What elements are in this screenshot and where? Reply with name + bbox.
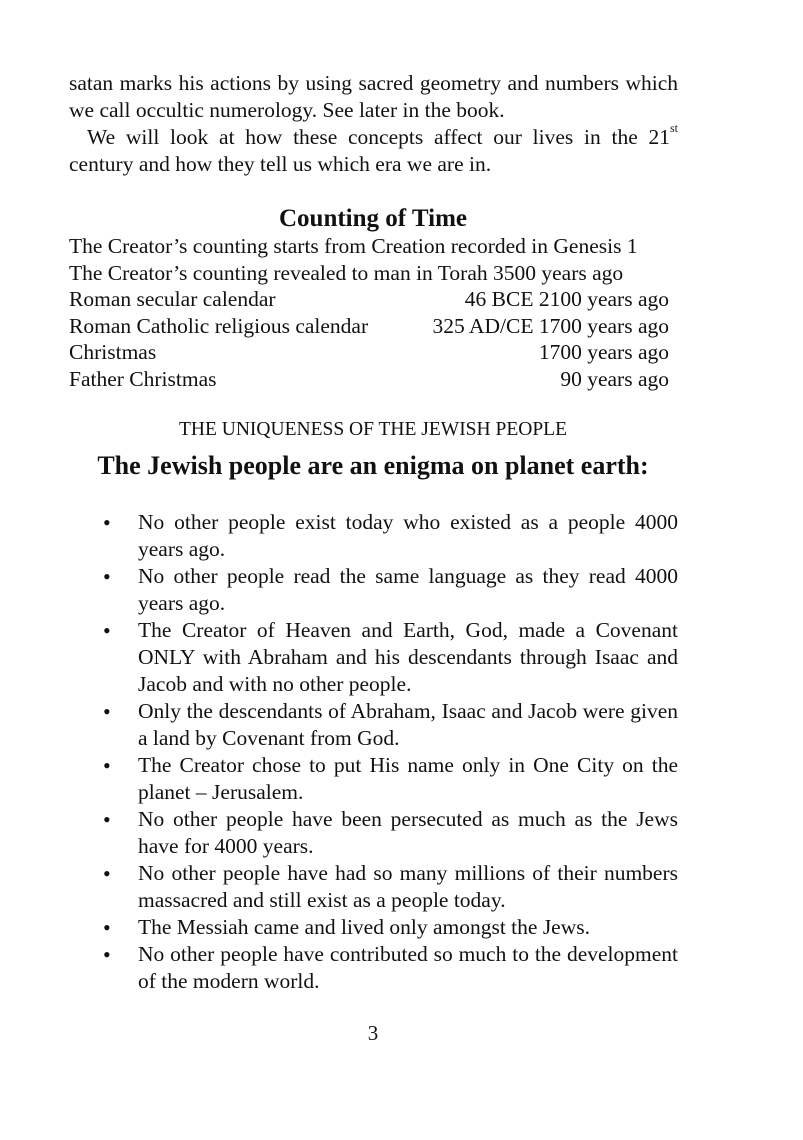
list-item-text: No other people have contributed so much to the development of the modern world.	[138, 942, 678, 993]
list-item	[100, 752, 678, 806]
timeline-label: The Creator’s counting revealed to man in Torah 3500 years ago	[69, 260, 624, 285]
timeline-row	[69, 233, 669, 260]
timeline-value: 1700 years ago	[538, 340, 669, 364]
list-item-text: The Creator of Heaven and Earth, God, made a Covenant ONLY with Abraham and his descendants through Isaac and Jacob and with no other people.	[138, 618, 678, 696]
intro-paragraph-1: satan marks his actions by using sacred geometry and numbers which we call occultic numerology. See later in the book.	[69, 71, 678, 122]
bullet-icon: •	[103, 564, 111, 589]
bullet-icon: •	[103, 861, 111, 886]
timeline-row	[69, 313, 669, 340]
list-item-text: No other people have had so many millions of their numbers massacred and still exist as a people today.	[138, 861, 678, 912]
intro-paragraph-2	[69, 120, 678, 178]
bullet-icon: •	[103, 753, 111, 778]
bullet-icon: •	[103, 807, 111, 832]
list-item	[100, 860, 678, 914]
list-item	[100, 941, 678, 995]
counting-timeline	[69, 233, 669, 392]
timeline-value: 90 years ago	[560, 366, 669, 391]
list-item	[100, 698, 678, 752]
list-item-text: The Creator chose to put His name only in One City on the planet – Jerusalem.	[138, 753, 678, 804]
list-item-text: The Messiah came and lived only amongst the Jews.	[138, 915, 590, 939]
timeline-row	[69, 339, 669, 366]
timeline-value: 325 AD/CE 1700 years ago	[432, 313, 669, 338]
timeline-label: The Creator’s counting starts from Creation recorded in Genesis 1	[69, 234, 638, 258]
uniqueness-list	[100, 509, 678, 995]
timeline-label: Roman Catholic religious calendar	[69, 313, 369, 338]
bullet-icon: •	[103, 618, 111, 643]
timeline-label: Christmas	[69, 340, 157, 364]
page-number: 3	[367, 1021, 379, 1045]
list-item	[100, 563, 678, 617]
counting-of-time-title: Counting of Time	[278, 205, 467, 232]
enigma-heading: The Jewish people are an enigma on planet earth:	[97, 451, 649, 480]
timeline-label: Father Christmas	[69, 366, 217, 391]
timeline-row	[69, 286, 669, 313]
list-item-text: No other people read the same language as they read 4000 years ago.	[138, 564, 678, 615]
bullet-icon: •	[103, 510, 111, 535]
bullet-icon: •	[103, 915, 111, 940]
bullet-icon: •	[103, 942, 111, 967]
list-item-text: No other people have been persecuted as much as the Jews have for 4000 years.	[138, 807, 678, 858]
timeline-row	[69, 366, 669, 393]
timeline-row	[69, 260, 669, 287]
list-item	[100, 806, 678, 860]
ordinal-suffix: st	[669, 120, 678, 135]
list-item-text: Only the descendants of Abraham, Isaac and Jacob were given a land by Covenant from God.	[138, 699, 678, 750]
list-item-text: No other people exist today who existed as a people 4000 years ago.	[138, 510, 678, 561]
uniqueness-heading: THE UNIQUENESS OF THE JEWISH PEOPLE	[178, 419, 567, 440]
list-item	[100, 509, 678, 563]
intro-paragraph-2-text-end: century and how they tell us which era we are in.	[69, 152, 492, 176]
timeline-value: 46 BCE 2100 years ago	[464, 287, 669, 311]
list-item	[100, 617, 678, 698]
timeline-label: Roman secular calendar	[69, 287, 276, 311]
intro-text	[69, 70, 678, 178]
intro-paragraph-2-text: We will look at how these concepts affect our lives in the 21	[87, 125, 670, 149]
list-item	[100, 914, 678, 941]
bullet-icon: •	[103, 699, 111, 724]
